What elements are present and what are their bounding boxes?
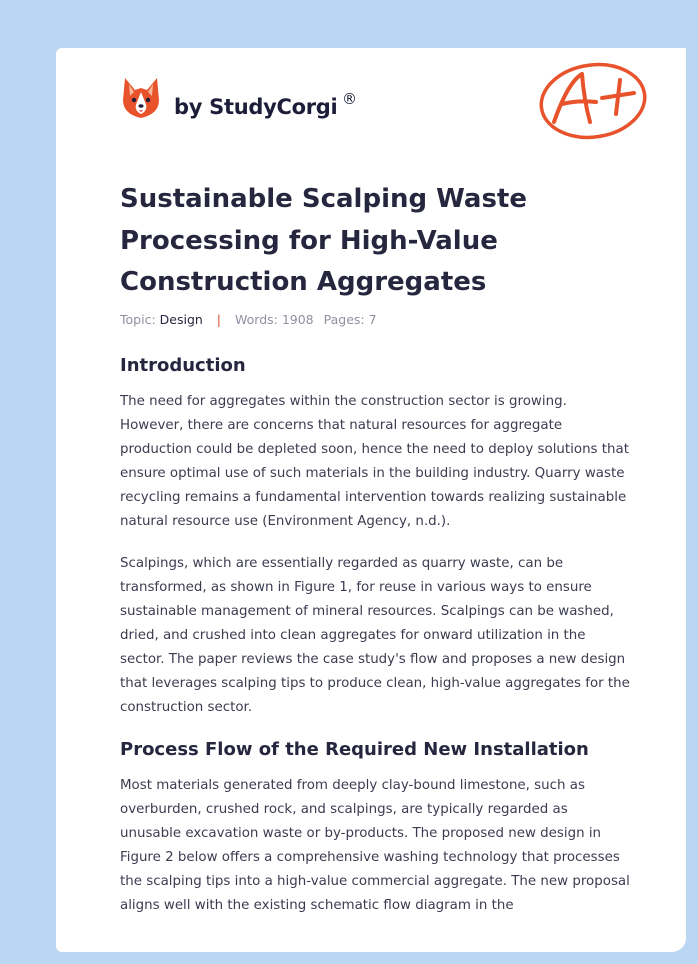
- page-count: Pages: 7: [323, 312, 377, 327]
- document-title: Sustainable Scalping Waste Processing for High-Value Construction Aggregates: [120, 184, 527, 297]
- paragraph: Scalpings, which are essentially regarded as quarry waste, can be transformed, as shown in Figure 1, for reuse in various ways to ensure sustainable management of mineral resources. Scalpings can be washed, dried, and crushed into clean aggregates for onward utilization in the sector. The paper reviews the case study's flow and proposes a new design that leverages scalping tips to produce clean, high-value aggregates for the construction sector.: [120, 556, 630, 715]
- document-meta: [120, 312, 377, 327]
- paragraph: Most materials generated from deeply clay-bound limestone, such as overburden, crushed rock, and scalpings, are typically regarded as unusable excavation waste or by-products. The proposed new design in Figure 2 below offers a comprehensive washing technology that processes the scalping tips into a high-value commercial aggregate. The new proposal aligns well with the existing schematic flow diagram in the: [120, 778, 630, 913]
- paragraph: The need for aggregates within the construction sector is growing. However, there are concerns that natural resources for aggregate production could be depleted soon, hence the need to deploy solutions that ensure optimal use of such materials in the building industry. Quarry waste recycling remains a fundamental intervention towards realizing sustainable natural resource use (Environment Agency, n.d.).: [120, 394, 629, 529]
- brand-name[interactable]: by StudyCorgi: [174, 95, 338, 119]
- topic-link[interactable]: Design: [159, 312, 203, 327]
- corgi-icon: [121, 76, 161, 120]
- registered-mark: ®: [342, 90, 357, 108]
- word-count: Words: 1908: [235, 312, 314, 327]
- section-heading-introduction: Introduction: [120, 355, 246, 376]
- topic-label: Topic:: [120, 312, 156, 327]
- page-header: [56, 48, 686, 158]
- document-page: [56, 48, 686, 952]
- meta-separator: |: [216, 312, 222, 327]
- section-heading-process-flow: Process Flow of the Required New Installation: [120, 739, 589, 760]
- grade-badge-icon: [538, 60, 650, 140]
